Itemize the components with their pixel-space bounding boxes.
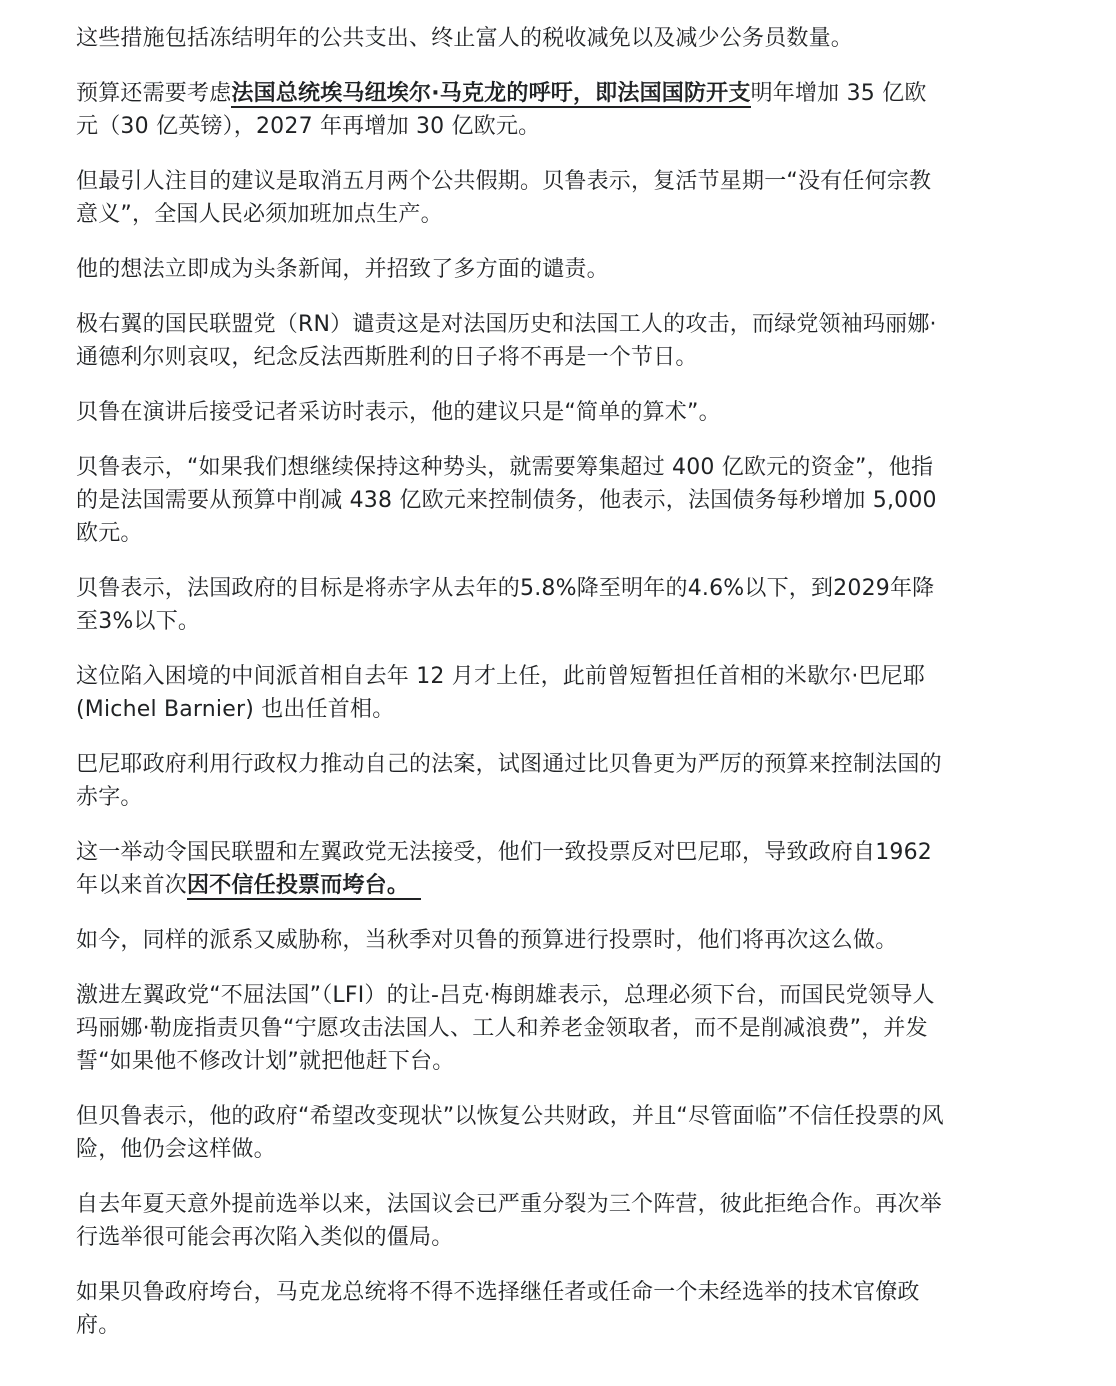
defence-spending-link[interactable]: 法国总统埃马纽埃尔·马克龙的呼吁，即法国国防开支 [231,81,751,106]
paragraph-9: 这位陷入困境的中间派首相自去年 12 月才上任，此前曾短暂担任首相的米歇尔·巴尼耶 (Michel Barnier) 也出任首相。 [76,664,926,722]
paragraph-10: 巴尼耶政府利用行政权力推动自己的法案，试图通过比贝鲁更为严厉的预算来控制法国的赤字。 [76,752,942,810]
paragraph-14: 但贝鲁表示，他的政府“希望改变现状”以恢复公共财政，并且“尽管面临”不信任投票的风险，他仍会这样做。 [76,1104,944,1162]
paragraph-12: 如今，同样的派系又威胁称，当秋季对贝鲁的预算进行投票时，他们将再次这么做。 [76,928,898,953]
paragraph-4: 他的想法立即成为头条新闻，并招致了多方面的谴责。 [76,257,609,282]
no-confidence-vote-link[interactable]: 因不信任投票而垮台。 [187,873,421,900]
paragraph-8: 贝鲁表示，法国政府的目标是将赤字从去年的5.8%降至明年的4.6%以下，到2029年降至3%以下。 [76,576,935,634]
paragraph-13: 激进左翼政党“不屈法国”（LFI）的让-吕克·梅朗雄表示，总理必须下台，而国民党领导人玛丽娜·勒庞指责贝鲁“宁愿攻击法国人、工人和养老金领取者，而不是削减浪费”，并发誓“如果他不修改计划”就把他赶下台。 [76,983,935,1074]
paragraph-1: 这些措施包括冻结明年的公共支出、终止富人的税收减免以及减少公务员数量。 [76,26,854,51]
paragraph-11-text-before: 这一举动令国民联盟和左翼政党无法接受，他们一致投票反对巴尼耶，导致政府自1962年以来首次 [76,840,932,898]
article-body [76,0,948,1364]
paragraph-7: 贝鲁表示，“如果我们想继续保持这种势头，就需要筹集超过 400 亿欧元的资金”，他指的是法国需要从预算中削减 438 亿欧元来控制债务，他表示，法国债务每秒增加 5,000 欧元。 [76,455,937,546]
paragraph-6: 贝鲁在演讲后接受记者采访时表示，他的建议只是“简单的算术”。 [76,400,721,425]
paragraph-2-text-after: 明年增加 35 亿欧元（30 亿英镑），2027 年再增加 30 亿欧元。 [76,81,927,139]
paragraph-15: 自去年夏天意外提前选举以来，法国议会已严重分裂为三个阵营，彼此拒绝合作。再次举行选举很可能会再次陷入类似的僵局。 [76,1192,942,1250]
paragraph-16: 如果贝鲁政府垮台，马克龙总统将不得不选择继任者或任命一个未经选举的技术官僚政府。 [76,1280,920,1338]
paragraph-5: 极右翼的国民联盟党（RN）谴责这是对法国历史和法国工人的攻击，而绿党领袖玛丽娜·通德利尔则哀叹，纪念反法西斯胜利的日子将不再是一个节日。 [76,312,937,370]
paragraph-2 [76,77,948,143]
paragraph-2-text-before: 预算还需要考虑 [76,81,232,106]
paragraph-3: 但最引人注目的建议是取消五月两个公共假期。贝鲁表示，复活节星期一“没有任何宗教意义”，全国人民必须加班加点生产。 [76,169,932,227]
paragraph-11 [76,836,948,902]
